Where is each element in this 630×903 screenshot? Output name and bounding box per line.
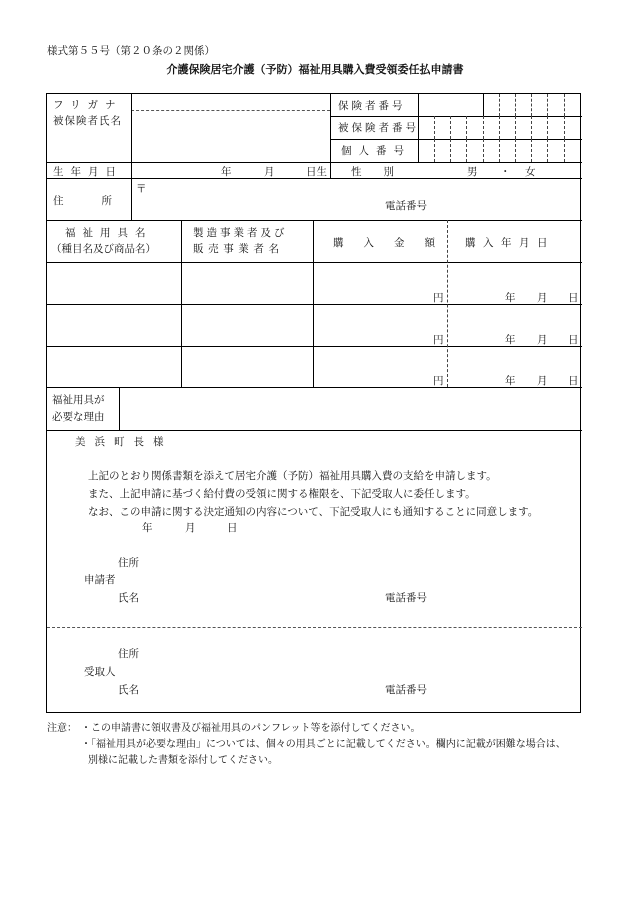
row2-amount-field[interactable] [315, 306, 429, 344]
recipient-name-field[interactable] [145, 679, 375, 695]
sex-label: 性別 [351, 166, 416, 178]
insured-number-field[interactable] [420, 118, 580, 137]
reason-label-line2: 必要な理由 [52, 411, 105, 423]
birth-date-field[interactable] [133, 163, 213, 177]
row1-date-field[interactable] [449, 264, 579, 302]
recipient-name-label: 氏名 [118, 684, 139, 696]
insurer-number-label: 保険者番号 [338, 100, 406, 112]
insured-name-field[interactable] [133, 112, 328, 160]
sex-male-option[interactable]: 男 [467, 166, 478, 178]
row1-day-unit: 日 [568, 292, 579, 304]
addressee: 美浜町長様 [75, 436, 173, 448]
applicant-name-field[interactable] [145, 587, 375, 603]
form-number: 様式第５５号（第２０条の２関係） [47, 45, 215, 57]
item-name-header: 福祉用具名 [65, 227, 153, 239]
postal-mark: 〒 [136, 183, 147, 195]
row2-item-field[interactable] [49, 306, 179, 344]
application-form [46, 93, 581, 713]
row2-date-field[interactable] [449, 306, 579, 344]
request-date-field[interactable] [97, 518, 247, 534]
recipient-phone-label: 電話番号 [385, 684, 427, 696]
insured-phone-label: 電話番号 [385, 200, 427, 212]
personal-number-field[interactable] [420, 141, 580, 160]
row1-item-field[interactable] [49, 264, 179, 302]
recipient-address-field[interactable] [145, 643, 575, 659]
row3-amount-field[interactable] [315, 348, 429, 385]
applicant-address-field[interactable] [145, 552, 575, 568]
request-month-unit: 月 [185, 522, 196, 534]
row1-maker-field[interactable] [183, 264, 311, 302]
request-day-unit: 日 [227, 522, 238, 534]
note-1: ・この申請書に領収書及び福祉用具のパンフレット等を添付してください。 [81, 723, 421, 734]
insured-address-field[interactable] [147, 180, 577, 218]
sex-separator: ・ [500, 166, 511, 178]
row2-month-unit: 月 [537, 334, 548, 346]
request-line-1: 上記のとおり関係書類を添えて居宅介護（予防）福祉用具購入費の支給を申請します。 [88, 470, 497, 482]
row3-yen-unit: 円 [433, 375, 444, 387]
row1-amount-field[interactable] [315, 264, 429, 302]
applicant-label: 申請者 [84, 574, 116, 586]
row1-month-unit: 月 [537, 292, 548, 304]
row3-item-field[interactable] [49, 348, 179, 385]
page-title: 介護保険居宅介護（予防）福祉用具購入費受領委任払申請書 [166, 63, 464, 76]
row2-maker-field[interactable] [183, 306, 311, 344]
request-line-2: また、上記申請に基づく給付費の受領に関する権限を、下記受取人に委任します。 [88, 488, 476, 500]
row3-maker-field[interactable] [183, 348, 311, 385]
sex-female-option[interactable]: 女 [525, 166, 536, 178]
row2-yen-unit: 円 [433, 334, 444, 346]
item-name-subheader: （種目名及び商品名） [51, 243, 156, 255]
row2-day-unit: 日 [568, 334, 579, 346]
note-2: ・「福祉用具が必要な理由」については、個々の用具ごとに記載してください。欄内に記載が困難な場合は、 [81, 739, 566, 750]
applicant-phone-label: 電話番号 [385, 592, 427, 604]
manufacturer-header: 製造事業者及び [193, 227, 288, 239]
furigana-label: フリガナ [53, 99, 123, 111]
request-year-unit: 年 [142, 522, 153, 534]
birth-date-label: 生年月日 [53, 166, 123, 178]
furigana-field[interactable] [133, 96, 328, 109]
row3-year-unit: 年 [505, 375, 516, 387]
personal-number-label: 個人番号 [341, 145, 411, 157]
reason-label-line1: 福祉用具が [52, 394, 105, 406]
notes-prefix: 注意： [47, 723, 77, 734]
insurer-number-field[interactable] [420, 96, 580, 114]
insured-number-label: 被保険者番号 [338, 122, 419, 134]
purchase-date-header: 購入年月日 [465, 237, 555, 249]
recipient-address-label: 住所 [118, 648, 139, 660]
row2-year-unit: 年 [505, 334, 516, 346]
request-line-3: なお、この申請に関する決定通知の内容について、下記受取人にも通知することに同意します。 [88, 506, 539, 518]
row1-year-unit: 年 [505, 292, 516, 304]
row3-day-unit: 日 [568, 375, 579, 387]
birth-year-unit: 年 [221, 166, 232, 178]
birth-month-unit: 月 [264, 166, 275, 178]
reason-field[interactable] [122, 389, 579, 428]
recipient-label: 受取人 [84, 666, 116, 678]
purchase-amount-header: 購入金額 [333, 237, 455, 249]
note-3: 別様に記載した書類を添付してください。 [88, 755, 278, 766]
row3-month-unit: 月 [537, 375, 548, 387]
row1-yen-unit: 円 [433, 292, 444, 304]
address-label: 住所 [53, 195, 150, 207]
applicant-address-label: 住所 [118, 557, 139, 569]
row3-date-field[interactable] [449, 348, 579, 385]
applicant-name-label: 氏名 [118, 592, 139, 604]
seller-header: 販売事業者名 [193, 243, 284, 255]
insured-name-label: 被保険者氏名 [53, 115, 122, 127]
birth-day-unit: 日生 [306, 166, 327, 178]
